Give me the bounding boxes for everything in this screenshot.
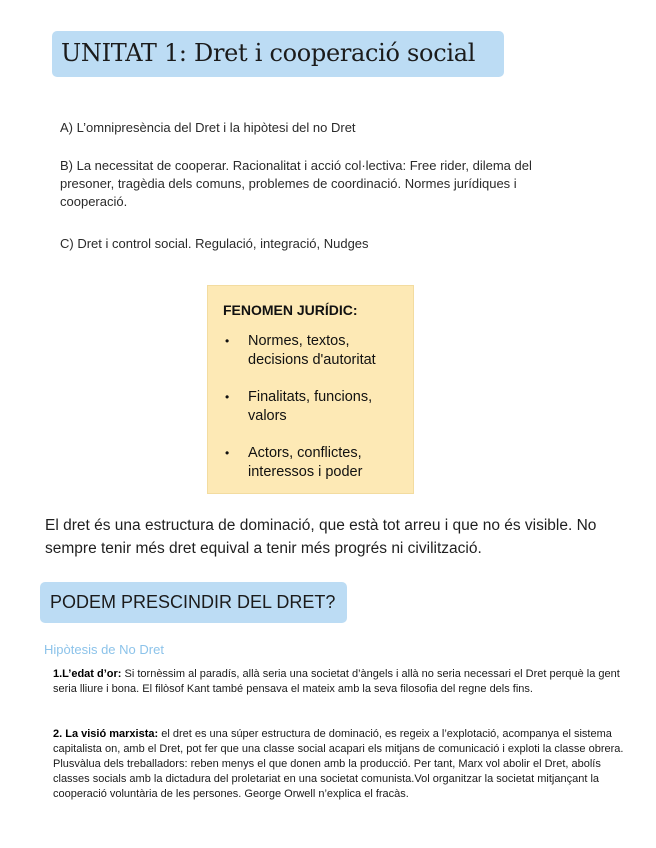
statement-paragraph: El dret és una estructura de dominació, que està tot arreu i que no és visible. No sempre tenir més dret equival a tenir més progrés ni civilització. [45, 517, 597, 557]
hypothesis-paragraph [53, 667, 625, 697]
hypothesis-text: el dret es una súper estructura de dominació, es regeix a l’explotació, acompanya el sistema capitalista on, amb el Dret, pot fer que una classe social acapari els mitjans de comunicació i exploti la classe obrera. Plusvàlua dels treballadors: reben menys el que donen amb la producció. Per tant, Marx vol abolir el Dret, abolís classes socials amb la dictadura del proletariat en una societat comunista.Vol organitzar la societat mitjançant la cooperació voluntària de les persones. George Orwell n’explica el fracàs. [53, 728, 624, 800]
box-list-item [223, 332, 399, 370]
box-list-item-text: Normes, textos, decisions d'autoritat [248, 333, 376, 368]
box-list-item [223, 388, 399, 426]
legal-phenomenon-box [207, 285, 414, 494]
box-list [223, 332, 399, 482]
box-title: FENOMEN JURÍDIC: [223, 302, 358, 318]
hypothesis-lead: 1.L’edat d’or: [53, 668, 122, 680]
unit-title: UNITAT 1: Dret i cooperació social [52, 31, 504, 77]
box-list-item [223, 444, 399, 482]
bullet-icon: • [225, 334, 230, 348]
outline-item-c: C) Dret i control social. Regulació, integració, Nudges [60, 236, 369, 251]
subhead: Hipòtesis de No Dret [44, 642, 164, 657]
hypothesis-paragraph [53, 727, 625, 802]
section-title: PODEM PRESCINDIR DEL DRET? [40, 582, 347, 623]
outline-item-b: B) La necessitat de cooperar. Racionalitat i acció col·lectiva: Free rider, dilema del presoner, tragèdia dels comuns, problemes de coordinació. Normes jurídiques i cooperació. [60, 158, 532, 209]
outline-item-a: A) L’omnipresència del Dret i la hipòtesi del no Dret [60, 120, 356, 135]
bullet-icon: • [225, 446, 230, 460]
hypothesis-text: Si tornèssim al paradís, allà seria una societat d’àngels i allà no seria necessari el Dret perquè la gent seria lliure i bona. El filòsof Kant també pensava el mateix amb la seva filosofia del regne dels fins. [53, 668, 620, 695]
box-list-item-text: Actors, conflictes, interessos i poder [248, 445, 363, 480]
hypothesis-lead: 2. La visió marxista: [53, 728, 159, 740]
bullet-icon: • [225, 390, 230, 404]
box-list-item-text: Finalitats, funcions, valors [248, 389, 373, 424]
